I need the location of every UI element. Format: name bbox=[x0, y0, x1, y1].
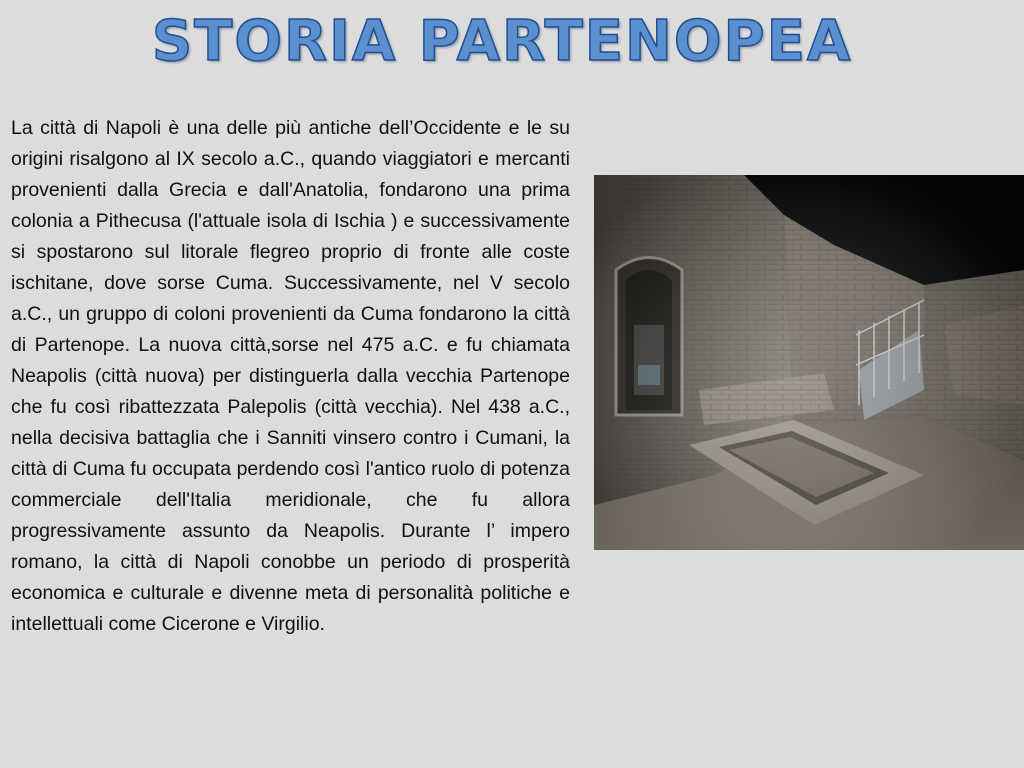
underground-ruins-photo bbox=[594, 175, 1024, 550]
slide-title: STORIA PARTENOPEA bbox=[151, 9, 853, 74]
body-paragraph: La città di Napoli è una delle più antiche dell’Occidente e le su origini risalgono al IX secolo a.C., quando viaggiatori e mercanti provenienti dalla Grecia e dall'Anatolia, fondarono una prima colonia a Pithecusa (l'attuale isola di Ischia ) e successivamente si spostarono sul litorale flegreo proprio di fronte alle coste ischitane, dove sorse Cuma. Successivamente, nel V secolo a.C., un gruppo di coloni provenienti da Cuma fondarono la città di Partenope. La nuova città,sorse nel 475 a.C. e fu chiamata Neapolis (città nuova) per distinguerla dalla vecchia Partenope che fu così ribattezzata Palepolis (città vecchia). Nel 438 a.C., nella decisiva battaglia che i Sanniti vinsero contro i Cumani, la città di Cuma fu occupata perdendo così l'antico ruolo di potenza commerciale dell'Italia meridionale, che fu allora progressivamente assunto da Neapolis. Durante l’ impero romano, la città di Napoli conobbe un periodo di prosperità economica e culturale e divenne meta di personalità politiche e intellettuali come Cicerone e Virgilio. bbox=[11, 117, 570, 635]
